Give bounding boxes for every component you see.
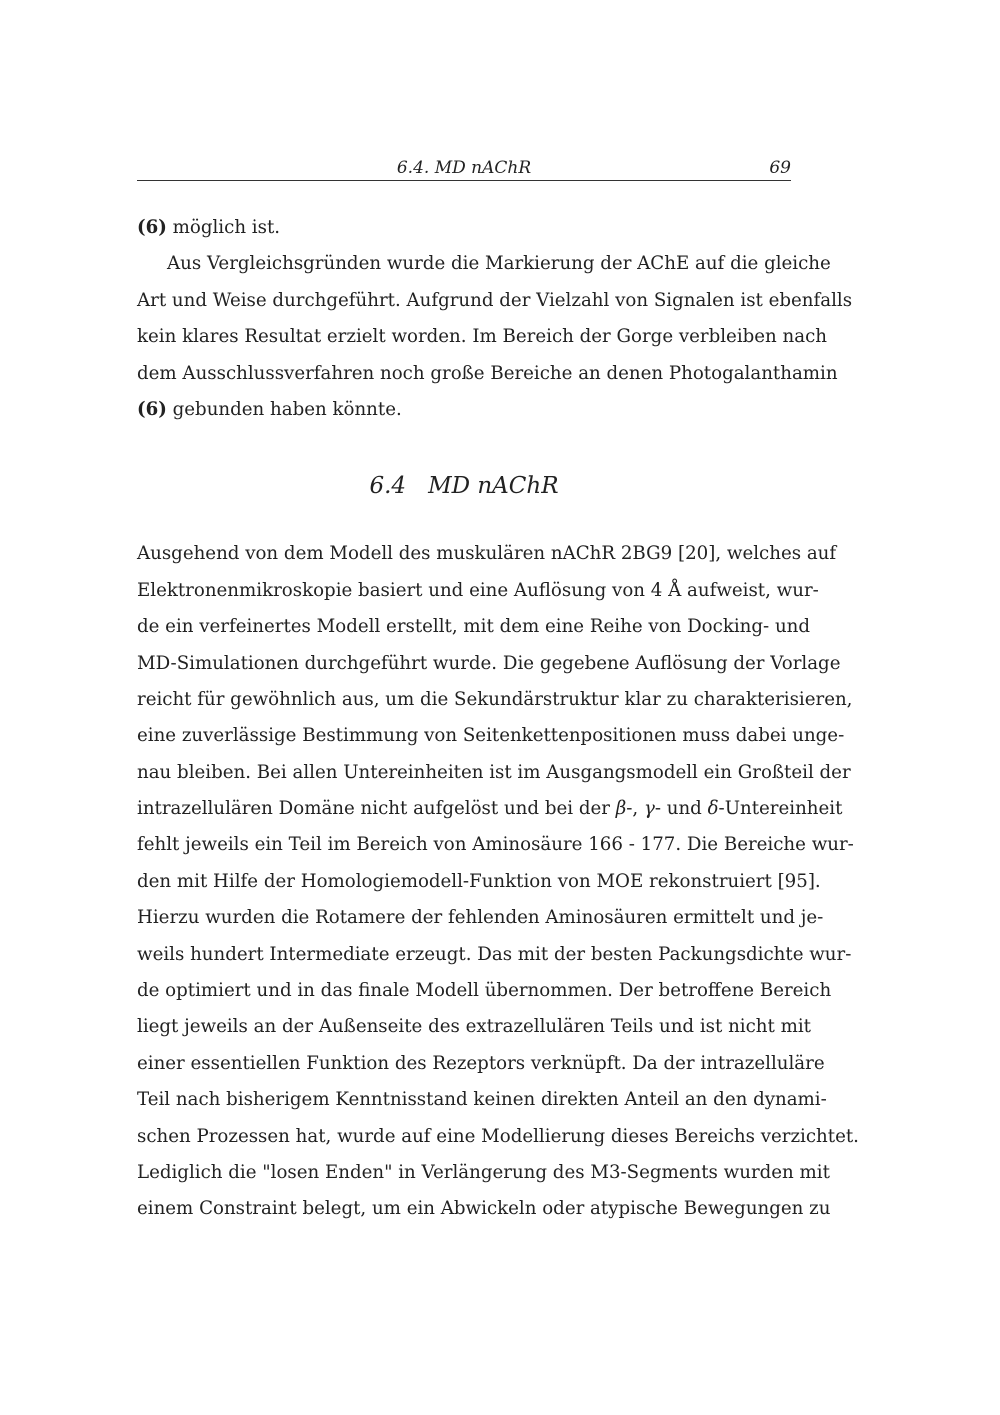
paragraph-text: gebunden haben könnte. xyxy=(166,398,402,420)
paragraph-line: nau bleiben. Bei allen Untereinheiten ist im Ausgangsmodell ein Großteil der xyxy=(137,761,851,783)
paragraph-line: Lediglich die "losen Enden" in Verlängerung des M3-Segments wurden mit xyxy=(137,1161,830,1183)
page-number: 69 xyxy=(769,158,791,178)
paragraph-line: Teil nach bisherigem Kenntnisstand keinen direkten Anteil an den dynami- xyxy=(137,1089,827,1111)
paragraph-line: kein klares Resultat erzielt worden. Im Bereich der Gorge verbleiben nach xyxy=(137,326,827,348)
paragraph-line: weils hundert Intermediate erzeugt. Das mit der besten Packungsdichte wur- xyxy=(137,943,852,965)
section-heading xyxy=(137,458,791,514)
paragraph-line: eine zuverlässige Bestimmung von Seitenkettenpositionen muss dabei unge- xyxy=(137,725,845,747)
paragraph-line: de optimiert und in das finale Modell übernommen. Der betroffene Bereich xyxy=(137,980,832,1002)
paragraph-line: liegt jeweils an der Außenseite des extrazellulären Teils und ist nicht mit xyxy=(137,1016,811,1038)
paragraph xyxy=(137,246,853,428)
running-header xyxy=(137,158,791,181)
paragraph-text: möglich ist. xyxy=(166,217,281,238)
paragraph-line: reicht für gewöhnlich aus, um die Sekundärstruktur klar zu charakterisieren, xyxy=(137,688,853,710)
paragraph xyxy=(137,536,859,1227)
compound-reference: (6) xyxy=(137,217,167,238)
paragraph-continuation xyxy=(137,210,791,246)
paragraph-line: Art und Weise durchgeführt. Aufgrund der Vielzahl von Signalen ist ebenfalls xyxy=(137,289,853,311)
paragraph-text: -Untereinheit xyxy=(718,798,843,820)
paragraph-line: dem Ausschlussverfahren noch große Bereiche an denen Photogalanthamin xyxy=(137,362,838,384)
page-body xyxy=(137,210,859,1228)
section-number: 6.4 xyxy=(369,473,407,500)
paragraph-text: intrazellulären Domäne nicht aufgelöst und bei der xyxy=(137,798,616,820)
greek-delta: δ xyxy=(707,798,719,820)
paragraph-line: Elektronenmikroskopie basiert und eine Auflösung von 4 Å aufweist, wur- xyxy=(137,579,819,601)
paragraph-line: fehlt jeweils ein Teil im Bereich von Aminosäure 166 - 177. Die Bereiche wur- xyxy=(137,834,854,856)
paragraph-line: den mit Hilfe der Homologiemodell-Funktion von MOE rekonstruiert [95]. xyxy=(137,870,821,892)
greek-beta: β xyxy=(615,798,627,820)
paragraph-line: Aus Vergleichsgründen wurde die Markierung der AChE auf die gleiche xyxy=(167,253,831,275)
section-title: MD nAChR xyxy=(428,473,559,500)
paragraph-line: einem Constraint belegt, um ein Abwickeln oder atypische Bewegungen zu xyxy=(137,1198,831,1220)
paragraph-line: Ausgehend von dem Modell des muskulären nAChR 2BG9 [20], welches auf xyxy=(137,543,837,565)
paragraph-line: MD-Simulationen durchgeführt wurde. Die gegebene Auflösung der Vorlage xyxy=(137,652,841,674)
paragraph-line: einer essentiellen Funktion des Rezeptors verknüpft. Da der intrazelluläre xyxy=(137,1052,825,1074)
paragraph-line xyxy=(137,392,791,428)
paragraph-line: Hierzu wurden die Rotamere der fehlenden Aminosäuren ermittelt und je- xyxy=(137,907,824,929)
paragraph-line: schen Prozessen hat, wurde auf eine Modellierung dieses Bereichs verzichtet. xyxy=(137,1125,859,1147)
greek-gamma: γ xyxy=(643,798,655,820)
compound-reference: (6) xyxy=(137,398,167,420)
paragraph-text: -, xyxy=(626,798,644,820)
paragraph-text: - und xyxy=(654,798,708,820)
paragraph-line: de ein verfeinertes Modell erstellt, mit dem eine Reihe von Docking- und xyxy=(137,616,811,638)
paragraph-line xyxy=(137,791,843,827)
running-header-title: 6.4. MD nAChR xyxy=(396,158,532,178)
